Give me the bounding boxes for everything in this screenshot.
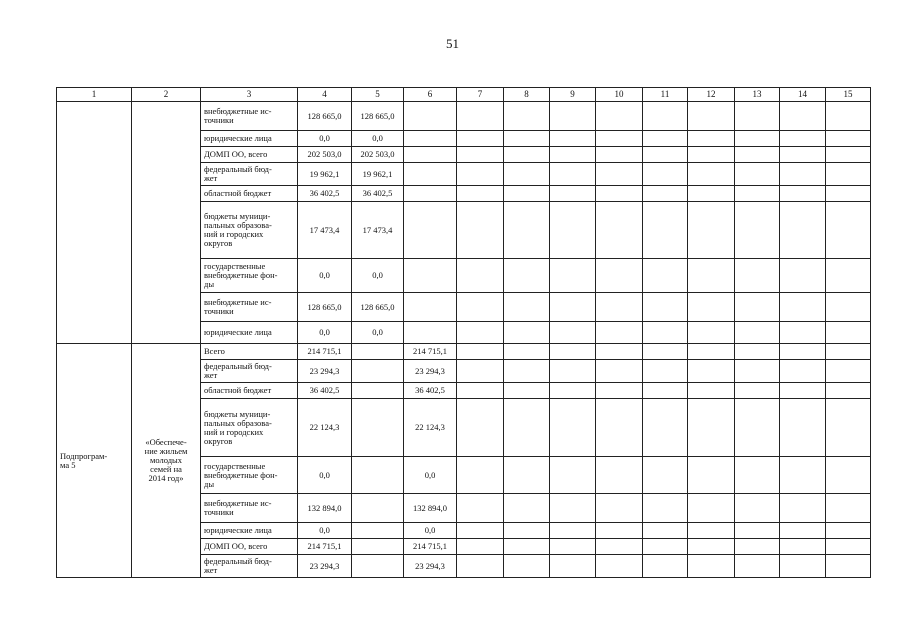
empty-cell [504, 523, 550, 539]
empty-cell [504, 259, 550, 293]
empty-cell [826, 555, 871, 578]
empty-cell [826, 399, 871, 457]
column-header: 3 [201, 88, 298, 102]
empty-cell [504, 539, 550, 555]
empty-cell [735, 555, 780, 578]
empty-cell [688, 259, 735, 293]
empty-cell [457, 163, 504, 186]
funding-source-label: внебюджетные ис- точники [201, 494, 298, 523]
empty-cell [457, 383, 504, 399]
empty-cell [826, 259, 871, 293]
empty-cell [688, 539, 735, 555]
empty-cell [596, 360, 643, 383]
funding-source-label: федеральный бюд- жет [201, 555, 298, 578]
column-header: 10 [596, 88, 643, 102]
value-col-6 [404, 202, 457, 259]
funding-source-label: федеральный бюд- жет [201, 163, 298, 186]
funding-source-label: бюджеты муници- пальных образова- ний и городских округов [201, 399, 298, 457]
empty-cell [550, 360, 596, 383]
funding-source-label: внебюджетные ис- точники [201, 102, 298, 131]
value-col-4: 0,0 [298, 259, 352, 293]
value-col-5: 19 962,1 [352, 163, 404, 186]
empty-cell [780, 259, 826, 293]
empty-cell [643, 186, 688, 202]
empty-cell [596, 399, 643, 457]
empty-cell [643, 293, 688, 322]
column-header: 12 [688, 88, 735, 102]
funding-source-label: внебюджетные ис- точники [201, 293, 298, 322]
empty-cell [826, 344, 871, 360]
empty-cell [780, 523, 826, 539]
empty-cell [643, 457, 688, 494]
empty-cell [688, 102, 735, 131]
value-col-4: 128 665,0 [298, 293, 352, 322]
empty-cell [596, 523, 643, 539]
empty-cell [735, 259, 780, 293]
empty-cell [550, 147, 596, 163]
empty-cell [550, 322, 596, 344]
empty-cell [643, 383, 688, 399]
empty-cell [550, 163, 596, 186]
empty-cell [735, 102, 780, 131]
funding-source-label: государственные внебюджетные фон- ды [201, 259, 298, 293]
empty-cell [735, 344, 780, 360]
value-col-6: 36 402,5 [404, 383, 457, 399]
program-cell: Подпрограм- ма 5 [57, 344, 132, 578]
value-col-6: 0,0 [404, 457, 457, 494]
empty-cell [780, 494, 826, 523]
empty-cell [735, 147, 780, 163]
value-col-6 [404, 147, 457, 163]
value-col-5 [352, 383, 404, 399]
funding-source-label: бюджеты муници- пальных образова- ний и городских округов [201, 202, 298, 259]
empty-cell [688, 555, 735, 578]
value-col-5 [352, 539, 404, 555]
empty-cell [643, 360, 688, 383]
empty-cell [780, 539, 826, 555]
empty-cell [550, 202, 596, 259]
empty-cell [826, 457, 871, 494]
empty-cell [457, 399, 504, 457]
empty-cell [550, 539, 596, 555]
empty-cell [688, 186, 735, 202]
empty-cell [596, 131, 643, 147]
empty-cell [550, 131, 596, 147]
page-number: 51 [446, 36, 459, 51]
column-header: 14 [780, 88, 826, 102]
value-col-6 [404, 102, 457, 131]
empty-cell [457, 102, 504, 131]
empty-cell [735, 202, 780, 259]
value-col-4: 23 294,3 [298, 555, 352, 578]
empty-cell [596, 555, 643, 578]
empty-cell [504, 494, 550, 523]
value-col-4: 214 715,1 [298, 539, 352, 555]
empty-cell [596, 457, 643, 494]
value-col-5: 36 402,5 [352, 186, 404, 202]
empty-cell [735, 322, 780, 344]
empty-cell [688, 131, 735, 147]
empty-cell [643, 322, 688, 344]
value-col-4: 202 503,0 [298, 147, 352, 163]
value-col-5: 17 473,4 [352, 202, 404, 259]
empty-cell [504, 383, 550, 399]
value-col-5 [352, 399, 404, 457]
empty-cell [735, 163, 780, 186]
table-body [57, 88, 871, 578]
empty-cell [826, 539, 871, 555]
empty-cell [596, 259, 643, 293]
empty-cell [643, 399, 688, 457]
empty-cell [550, 259, 596, 293]
funding-source-label: юридические лица [201, 131, 298, 147]
value-col-4: 0,0 [298, 322, 352, 344]
empty-cell [688, 494, 735, 523]
empty-cell [826, 202, 871, 259]
empty-cell [596, 147, 643, 163]
empty-cell [643, 494, 688, 523]
value-col-4: 128 665,0 [298, 102, 352, 131]
empty-cell [780, 457, 826, 494]
column-header: 1 [57, 88, 132, 102]
value-col-5 [352, 523, 404, 539]
empty-cell [688, 293, 735, 322]
empty-cell [688, 344, 735, 360]
empty-cell [826, 293, 871, 322]
empty-cell [643, 539, 688, 555]
value-col-5 [352, 360, 404, 383]
empty-cell [504, 457, 550, 494]
value-col-6 [404, 293, 457, 322]
empty-cell [826, 360, 871, 383]
funding-source-label: юридические лица [201, 523, 298, 539]
empty-cell [457, 259, 504, 293]
empty-cell [550, 523, 596, 539]
empty-cell [504, 360, 550, 383]
empty-cell [688, 383, 735, 399]
column-header: 6 [404, 88, 457, 102]
value-col-5 [352, 344, 404, 360]
empty-cell [504, 344, 550, 360]
value-col-6 [404, 163, 457, 186]
empty-cell [643, 259, 688, 293]
empty-cell [735, 523, 780, 539]
empty-cell [826, 494, 871, 523]
empty-cell [735, 131, 780, 147]
empty-cell [643, 555, 688, 578]
funding-source-label: ДОМП ОО, всего [201, 539, 298, 555]
value-col-5: 0,0 [352, 131, 404, 147]
empty-cell [596, 344, 643, 360]
empty-cell [780, 555, 826, 578]
value-col-6: 22 124,3 [404, 399, 457, 457]
empty-cell [735, 383, 780, 399]
funding-source-label: областной бюджет [201, 186, 298, 202]
empty-cell [550, 399, 596, 457]
value-col-6: 0,0 [404, 523, 457, 539]
empty-cell [780, 186, 826, 202]
value-col-6: 214 715,1 [404, 344, 457, 360]
column-header: 5 [352, 88, 404, 102]
value-col-4: 214 715,1 [298, 344, 352, 360]
empty-cell [826, 163, 871, 186]
empty-cell [735, 494, 780, 523]
program-description-cell: «Обеспече- ние жильем молодых семей на 2014 год» [132, 344, 201, 578]
empty-cell [504, 202, 550, 259]
empty-cell [780, 147, 826, 163]
empty-cell [457, 293, 504, 322]
value-col-4: 36 402,5 [298, 383, 352, 399]
empty-cell [596, 322, 643, 344]
value-col-4: 19 962,1 [298, 163, 352, 186]
empty-cell [826, 186, 871, 202]
value-col-6: 132 894,0 [404, 494, 457, 523]
empty-cell [780, 360, 826, 383]
value-col-4: 132 894,0 [298, 494, 352, 523]
table-row [57, 102, 871, 131]
empty-cell [457, 202, 504, 259]
empty-cell [780, 131, 826, 147]
value-col-5: 128 665,0 [352, 293, 404, 322]
empty-cell [688, 202, 735, 259]
empty-cell [735, 539, 780, 555]
program-description-cell [132, 102, 201, 344]
value-col-5 [352, 555, 404, 578]
empty-cell [550, 186, 596, 202]
empty-cell [457, 360, 504, 383]
empty-cell [688, 163, 735, 186]
empty-cell [550, 102, 596, 131]
empty-cell [504, 555, 550, 578]
column-header: 8 [504, 88, 550, 102]
empty-cell [457, 494, 504, 523]
empty-cell [504, 293, 550, 322]
empty-cell [735, 186, 780, 202]
value-col-4: 0,0 [298, 131, 352, 147]
empty-cell [596, 494, 643, 523]
empty-cell [688, 523, 735, 539]
empty-cell [688, 360, 735, 383]
empty-cell [504, 399, 550, 457]
header-row [57, 88, 871, 102]
value-col-4: 23 294,3 [298, 360, 352, 383]
value-col-4: 0,0 [298, 523, 352, 539]
program-cell [57, 102, 132, 344]
value-col-6: 23 294,3 [404, 360, 457, 383]
empty-cell [643, 131, 688, 147]
value-col-4: 36 402,5 [298, 186, 352, 202]
empty-cell [780, 293, 826, 322]
empty-cell [596, 293, 643, 322]
empty-cell [550, 555, 596, 578]
funding-source-label: государственные внебюджетные фон- ды [201, 457, 298, 494]
empty-cell [550, 383, 596, 399]
empty-cell [504, 163, 550, 186]
empty-cell [780, 102, 826, 131]
empty-cell [596, 539, 643, 555]
value-col-6 [404, 131, 457, 147]
funding-source-label: федеральный бюд- жет [201, 360, 298, 383]
empty-cell [688, 147, 735, 163]
empty-cell [504, 131, 550, 147]
empty-cell [457, 457, 504, 494]
value-col-5: 202 503,0 [352, 147, 404, 163]
value-col-5 [352, 494, 404, 523]
column-header: 15 [826, 88, 871, 102]
column-header: 7 [457, 88, 504, 102]
empty-cell [457, 344, 504, 360]
empty-cell [643, 523, 688, 539]
column-header: 4 [298, 88, 352, 102]
empty-cell [826, 383, 871, 399]
budget-table [56, 87, 871, 578]
column-header: 2 [132, 88, 201, 102]
empty-cell [688, 399, 735, 457]
empty-cell [688, 322, 735, 344]
empty-cell [780, 163, 826, 186]
empty-cell [780, 344, 826, 360]
value-col-5: 0,0 [352, 322, 404, 344]
empty-cell [780, 383, 826, 399]
empty-cell [596, 202, 643, 259]
funding-source-label: юридические лица [201, 322, 298, 344]
empty-cell [643, 102, 688, 131]
empty-cell [780, 322, 826, 344]
value-col-4: 22 124,3 [298, 399, 352, 457]
empty-cell [504, 322, 550, 344]
value-col-5 [352, 457, 404, 494]
empty-cell [735, 360, 780, 383]
empty-cell [735, 399, 780, 457]
value-col-6 [404, 322, 457, 344]
empty-cell [550, 494, 596, 523]
empty-cell [826, 322, 871, 344]
empty-cell [550, 457, 596, 494]
empty-cell [457, 523, 504, 539]
value-col-6: 214 715,1 [404, 539, 457, 555]
empty-cell [596, 383, 643, 399]
empty-cell [504, 147, 550, 163]
empty-cell [688, 457, 735, 494]
empty-cell [780, 202, 826, 259]
empty-cell [504, 186, 550, 202]
empty-cell [826, 102, 871, 131]
empty-cell [643, 163, 688, 186]
column-header: 11 [643, 88, 688, 102]
empty-cell [735, 457, 780, 494]
funding-source-label: областной бюджет [201, 383, 298, 399]
column-header: 13 [735, 88, 780, 102]
empty-cell [826, 147, 871, 163]
empty-cell [457, 186, 504, 202]
value-col-5: 128 665,0 [352, 102, 404, 131]
empty-cell [457, 322, 504, 344]
empty-cell [504, 102, 550, 131]
empty-cell [550, 344, 596, 360]
empty-cell [643, 344, 688, 360]
value-col-6: 23 294,3 [404, 555, 457, 578]
empty-cell [596, 163, 643, 186]
empty-cell [457, 539, 504, 555]
empty-cell [457, 147, 504, 163]
empty-cell [457, 131, 504, 147]
empty-cell [735, 293, 780, 322]
empty-cell [643, 202, 688, 259]
value-col-4: 0,0 [298, 457, 352, 494]
column-header: 9 [550, 88, 596, 102]
empty-cell [550, 293, 596, 322]
empty-cell [643, 147, 688, 163]
empty-cell [780, 399, 826, 457]
empty-cell [596, 186, 643, 202]
empty-cell [596, 102, 643, 131]
value-col-6 [404, 259, 457, 293]
value-col-4: 17 473,4 [298, 202, 352, 259]
empty-cell [457, 555, 504, 578]
empty-cell [826, 523, 871, 539]
funding-source-label: Всего [201, 344, 298, 360]
value-col-6 [404, 186, 457, 202]
value-col-5: 0,0 [352, 259, 404, 293]
funding-source-label: ДОМП ОО, всего [201, 147, 298, 163]
empty-cell [826, 131, 871, 147]
table-row [57, 344, 871, 360]
